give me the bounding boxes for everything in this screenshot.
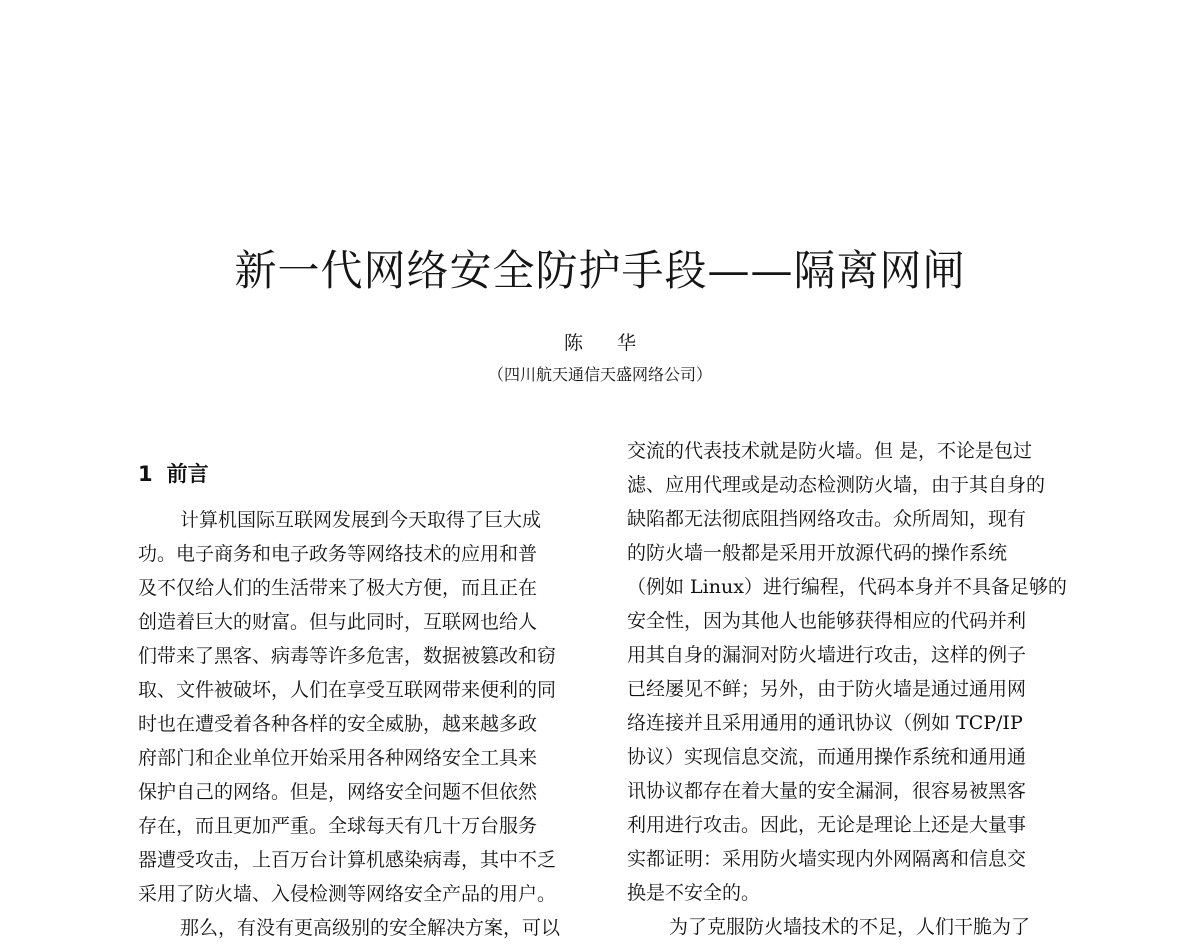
author-name: 陈 华 [563,332,651,354]
paragraph-line: 已经屡见不鲜；另外，由于防火墙是通过通用网 [627,678,1027,700]
paragraph-line: 那么，有没有更高级别的安全解决方案，可以 [180,917,561,939]
paragraph-line: 们带来了黑客、病毒等许多危害，数据被篡改和窃 [138,645,557,667]
section-title: 前言 [166,462,209,486]
author-affiliation: （四川航天通信天盛网络公司） [487,365,712,384]
paragraph-line: 创造着巨大的财富。但与此同时，互联网也给人 [138,611,538,633]
paragraph-line: 换是不安全的。 [627,882,761,904]
section-heading [138,455,586,493]
section-number: 1 [138,462,153,486]
paragraph-line: （例如 Linux）进行编程，代码本身并不具备足够的 [627,576,1067,598]
paragraph-line: 安全性，因为其他人也能够获得相应的代码并利 [627,610,1027,632]
paragraph-line: 采用了防火墙、入侵检测等网络安全产品的用户。 [138,883,557,905]
paragraph-line: 保护自己的网络。但是，网络安全问题不但依然 [138,781,538,803]
paragraph-line: 存在，而且更加严重。全球每天有几十万台服务 [138,815,538,837]
paragraph-line: 讯协议都存在着大量的安全漏洞，很容易被黑客 [627,780,1027,802]
paragraph-line: 时也在遭受着各种各样的安全威胁，越来越多政 [138,713,538,735]
paragraph-line: 府部门和企业单位开始采用各种网络安全工具来 [138,747,538,769]
paragraph-line: 功。电子商务和电子政务等网络技术的应用和普 [138,543,538,565]
paragraph-line: 交流的代表技术就是防火墙。但 是，不论是包过 [627,440,1033,462]
paragraph-line: 取、文件被破坏，人们在享受互联网带来便利的同 [138,679,557,701]
paragraph-line: 用其自身的漏洞对防火墙进行攻击，这样的例子 [627,644,1027,666]
paragraph-line: 实都证明：采用防火墙实现内外网隔离和信息交 [627,848,1027,870]
paragraph-line: 及不仅给人们的生活带来了极大方便，而且正在 [138,577,538,599]
paragraph-line: 缺陷都无法彻底阻挡网络攻击。众所周知，现有 [627,508,1027,530]
right-column [627,434,1075,944]
paper-title: 新一代网络安全防护手段——隔离网闸 [234,246,966,295]
paragraph-line: 络连接并且采用通用的通讯协议（例如 TCP/IP [627,712,1023,734]
left-column [138,455,586,945]
paragraph-line: 协议）实现信息交流，而通用操作系统和通用通 [627,746,1027,768]
paragraph-line: 的防火墙一般都是采用开放源代码的操作系统 [627,542,1008,564]
paragraph-line: 利用进行攻击。因此，无论是理论上还是大量事 [627,814,1027,836]
paragraph-line: 为了克服防火墙技术的不足，人们干脆为了 [669,916,1031,938]
paragraph-line: 器遭受攻击，上百万台计算机感染病毒，其中不乏 [138,849,557,871]
paragraph-line: 计算机国际互联网发展到今天取得了巨大成 [180,509,542,531]
paragraph-line: 滤、应用代理或是动态检测防火墙，由于其自身的 [627,474,1046,496]
